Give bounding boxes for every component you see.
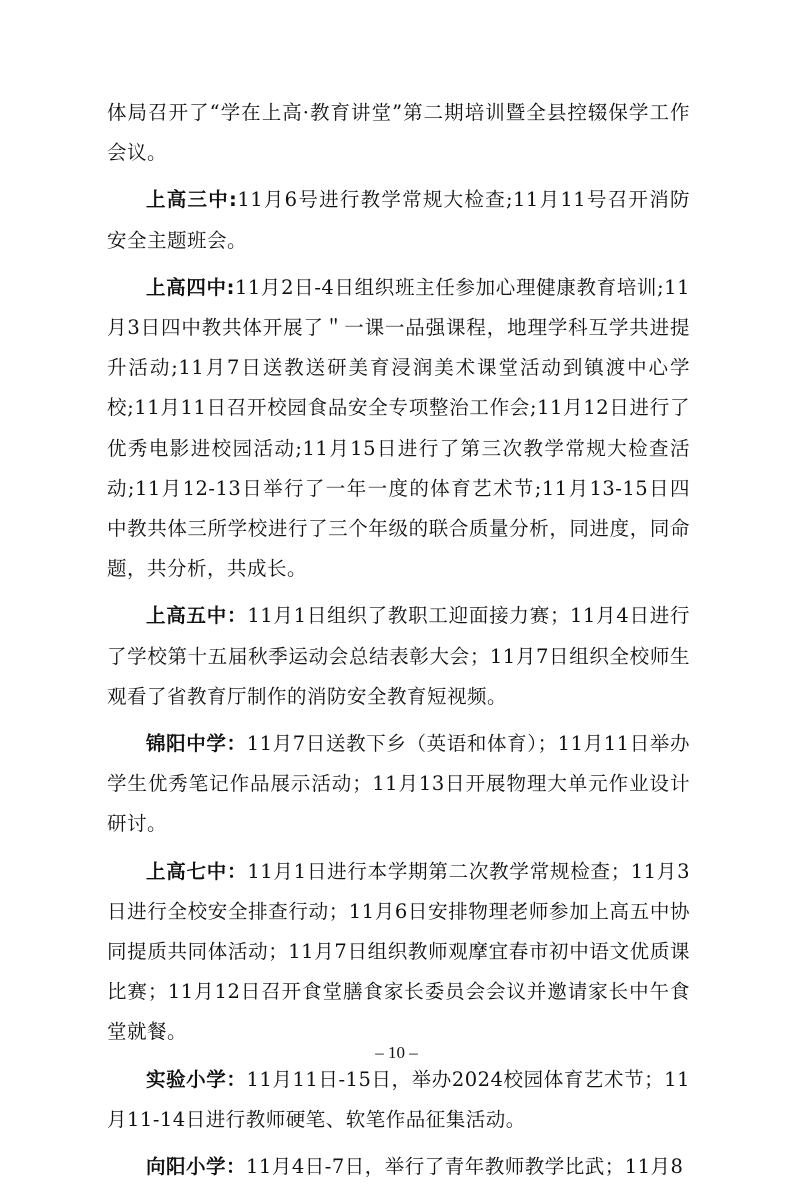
school-name: 上高四中: [146,275,235,299]
school-name: 实验小学： [146,1067,247,1091]
school-name: 上高五中： [146,604,248,628]
paragraph-text: 11月11日-15日，举办2024校园体育艺术节；11月11-14日进行教师硬笔、软笔作品征集活动。 [107,1067,690,1131]
paragraph-shanggao-no4 [107,268,690,590]
school-name: 上高七中： [146,859,248,883]
paragraph-text: 体局召开了“学在上高·教育讲堂”第二期培训暨全县控辍保学工作会议。 [107,101,690,165]
paragraph-shiyan-primary [107,1060,690,1140]
document-body [107,93,690,1194]
page-number: – 10 – [375,1043,418,1062]
paragraph-text: 11月7日送教下乡（英语和体育）；11月11日举办学生优秀笔记作品展示活动；11月13日开展物理大单元作业设计研讨。 [107,732,690,836]
paragraph-shanggao-no7 [107,852,690,1053]
paragraph-xiangyang-primary [107,1147,690,1187]
school-name: 锦阳中学： [146,732,247,756]
school-name: 上高三中: [146,188,238,212]
paragraph-continuation [107,93,690,173]
paragraph-jinyang [107,724,690,845]
paragraph-text: 11月1日进行本学期第二次教学常规检查；11月3日进行全校安全排查行动；11月6日安排物理老师参加上高五中协同提质共同体活动；11月7日组织教师观摩宜春市初中语文优质课比赛；11月12日召开食堂膳食家长委员会会议并邀请家长中午食堂就餐。 [107,859,690,1044]
paragraph-shanggao-no5 [107,596,690,717]
school-name: 向阳小学： [146,1155,247,1179]
paragraph-text: 11月2日-4日组织班主任参加心理健康教育培训;11月3日四中教共体开展了＂一课一品强课程，地理学科互学共进提升活动;11月7日送教送研美育浸润美术课堂活动到镇渡中心学校;11月11日召开校园食品安全专项整治工作会;11月12日进行了优秀电影进校园活动;11月15日进行了第三次教学常规大检查活动;11月12-13日举行了一年一度的体育艺术节;11月13-15日四中教共体三所学校进行了三个年级的联合质量分析，同进度，同命题，共分析，共成长。 [107,275,690,581]
paragraph-shanggao-no3 [107,180,690,260]
paragraph-text: 11月6号进行教学常规大检查;11月11号召开消防安全主题班会。 [107,188,690,252]
paragraph-text: 11月1日组织了教职工迎面接力赛；11月4日进行了学校第十五届秋季运动会总结表彰大会；11月7日组织全校师生观看了省教育厅制作的消防安全教育短视频。 [107,604,690,708]
paragraph-text: 11月4日-7日，举行了青年教师教学比武；11月8 [246,1155,684,1179]
